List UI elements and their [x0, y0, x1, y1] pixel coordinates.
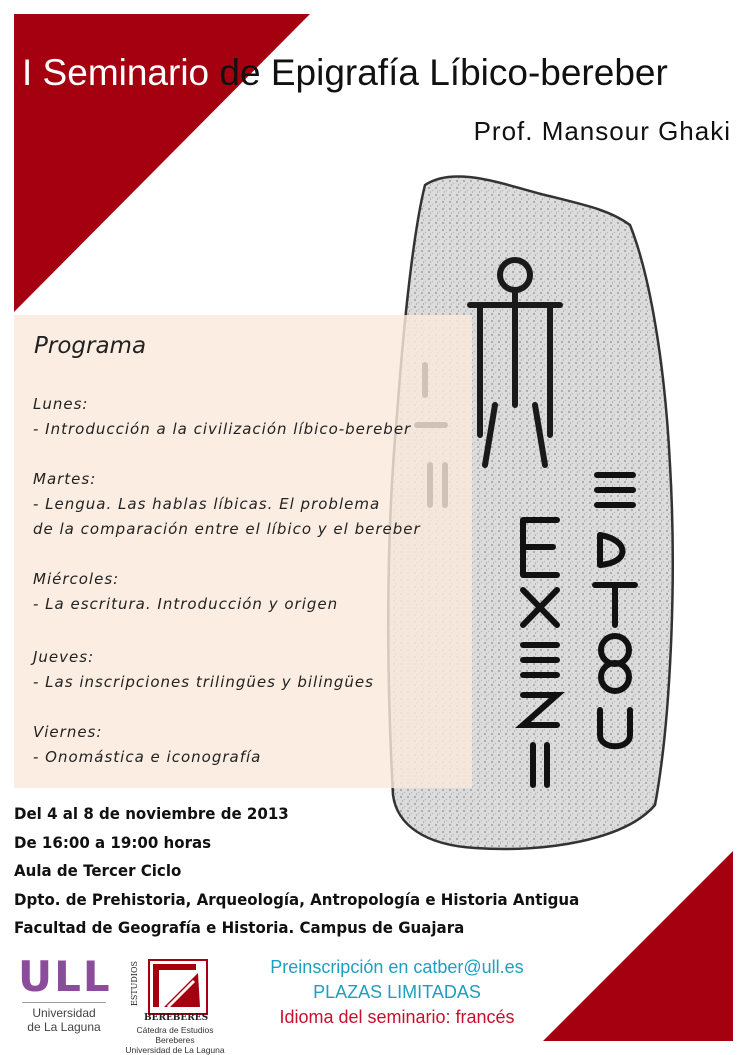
- seminar-language: Idioma del seminario: francés: [279, 1007, 515, 1027]
- event-department: Dpto. de Prehistoria, Arqueología, Antropología e Historia Antigua: [14, 889, 580, 909]
- event-room: Aula de Tercer Ciclo: [14, 861, 182, 880]
- program-item-tuesday-cont: de la comparación entre el líbico y el bereber: [33, 520, 421, 538]
- eb-vertical-label: [130, 961, 144, 1011]
- program-item-monday: - Introducción a la civilización líbico-bereber: [33, 420, 412, 438]
- preinscription-email[interactable]: Preinscripción en catber@ull.es: [270, 957, 524, 977]
- event-info: [14, 800, 579, 943]
- estudios-bereberes-logo: [116, 955, 234, 1055]
- ull-logo: [18, 954, 110, 1046]
- program-day-thursday: Jueves:: [33, 648, 95, 666]
- ull-logo-divider: [22, 1002, 106, 1003]
- program-panel: [14, 315, 472, 788]
- program-item-tuesday: - Lengua. Las hablas líbicas. El problema: [33, 495, 381, 513]
- contact-block: [236, 955, 558, 1030]
- program-item-wednesday: - La escritura. Introducción y origen: [33, 595, 339, 613]
- eb-vertical-text: ESTUDIOS: [130, 960, 140, 1007]
- event-dates: Del 4 al 8 de noviembre de 2013: [14, 804, 289, 823]
- eb-emblem-icon: [148, 959, 208, 1015]
- program-day-tuesday: Martes:: [33, 470, 97, 488]
- title-dark-part: de Epigrafía Líbico-bereber: [209, 52, 668, 93]
- event-faculty: Facultad de Geografía e Historia. Campus de Guajara: [14, 918, 465, 937]
- program-day-friday: Viernes:: [33, 723, 103, 741]
- eb-catedra-line2: Universidad de La Laguna: [125, 1045, 225, 1055]
- ull-logo-mark: ULL: [18, 952, 112, 1001]
- program-day-monday: Lunes:: [33, 395, 89, 413]
- program-item-thursday: - Las inscripciones trilingües y bilingües: [33, 673, 374, 691]
- seminar-title: [22, 52, 742, 95]
- limited-places-notice: PLAZAS LIMITADAS: [313, 982, 481, 1002]
- professor-name: Prof. Mansour Ghaki: [473, 116, 731, 146]
- program-day-wednesday: Miércoles:: [33, 570, 120, 588]
- program-heading: Programa: [34, 333, 147, 359]
- eb-catedra-line1: Cátedra de Estudios Bereberes: [136, 1025, 214, 1045]
- eb-word: BEREBERES: [144, 1013, 209, 1023]
- event-hours: De 16:00 a 19:00 horas: [14, 832, 212, 852]
- ull-name-line2: de La Laguna: [27, 1020, 101, 1034]
- title-white-part: I Seminario: [22, 52, 210, 93]
- eb-catedra: [116, 1025, 234, 1055]
- program-item-friday: - Onomástica e iconografía: [33, 748, 262, 766]
- ull-name-line1: Universidad: [32, 1006, 96, 1020]
